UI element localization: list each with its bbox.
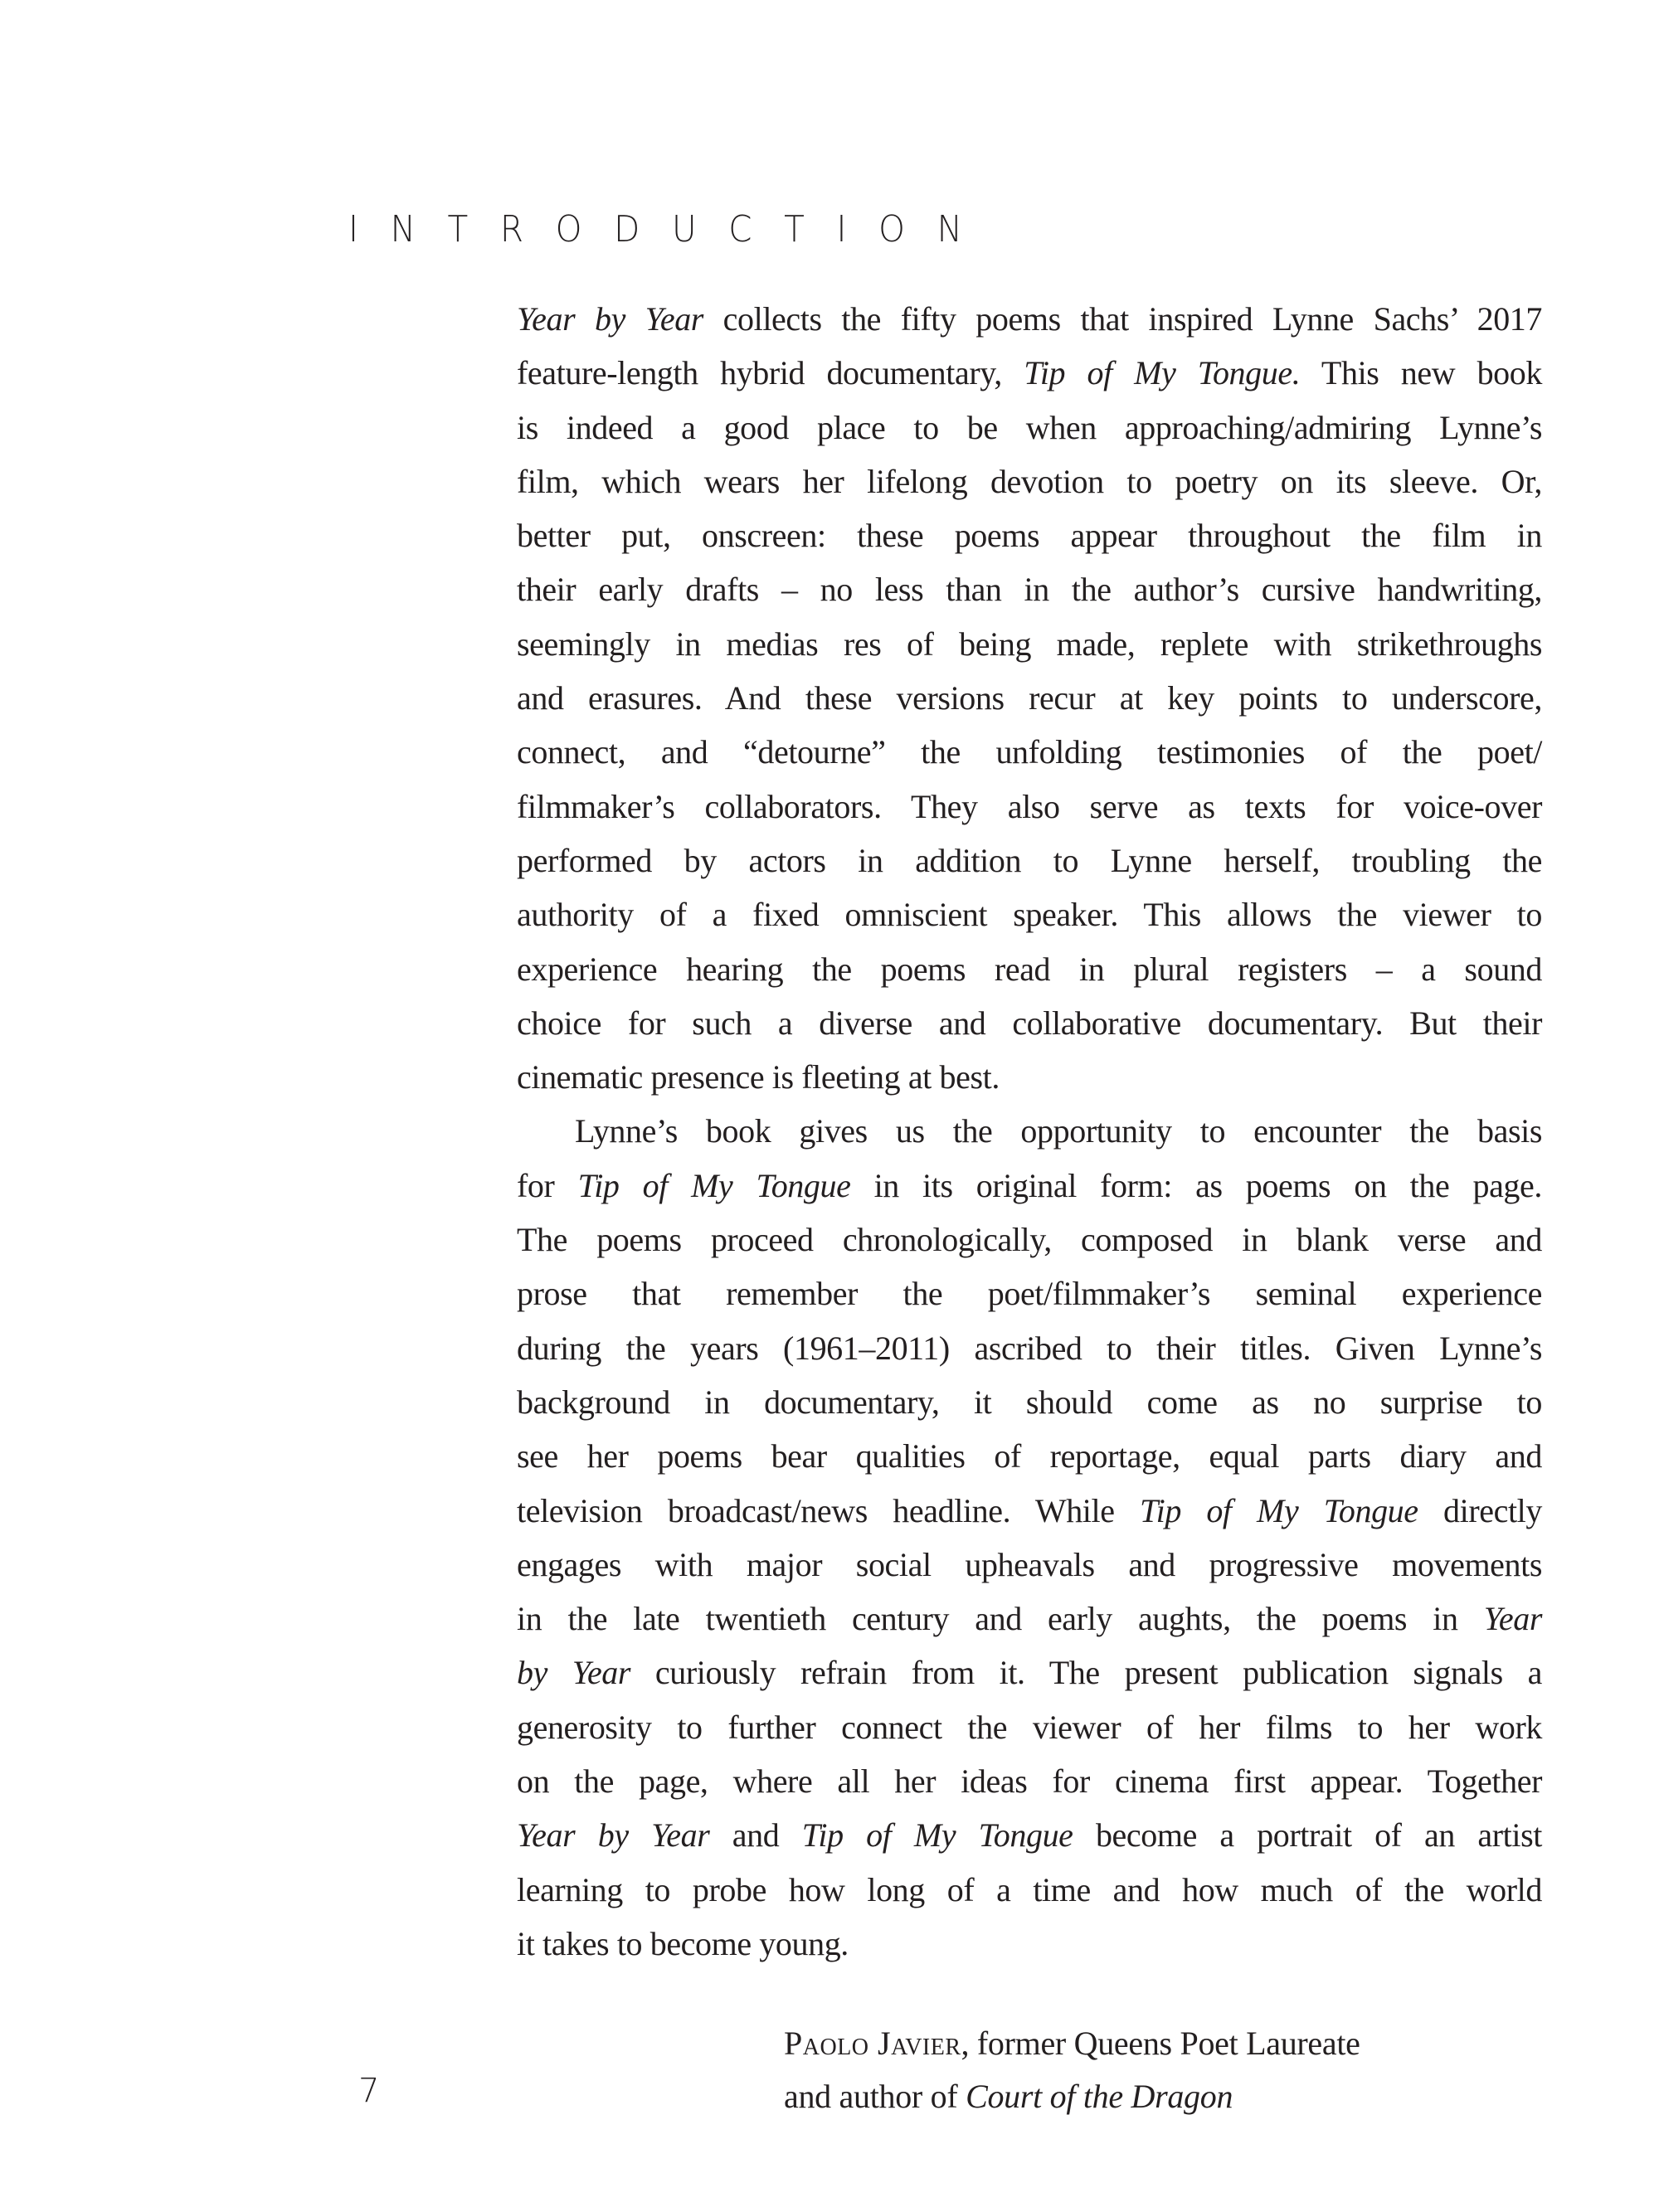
text-line [517,292,1542,346]
text-run: choice for such a diverse and collaborative documentary. But their [517,1004,1542,1042]
italic-title: Year [1483,1600,1542,1638]
text-run: generosity to further connect the viewer of her films to her work [517,1708,1542,1746]
text-line [517,1917,1542,1971]
text-line [517,1538,1542,1592]
text-line [517,1266,1542,1320]
text-run: for [517,1166,578,1204]
text-line [517,1592,1542,1646]
text-line [517,1050,1542,1104]
text-line [517,1429,1542,1483]
text-line [517,887,1542,941]
text-line [517,1159,1542,1213]
text-run: This new book [1300,354,1542,392]
chapter-heading: INTRODUCTION [348,208,995,250]
italic-title: Tip of My Tongue [801,1816,1073,1855]
text-run: directly [1418,1491,1542,1529]
text-line [517,1808,1542,1862]
attribution-line-2 [784,2070,1360,2123]
text-run: in the late twentieth century and early aughts, the poems in [517,1600,1484,1638]
italic-title: by Year [517,1654,631,1692]
text-run: cinematic presence is fleeting at best. [517,1058,1000,1096]
text-run: it takes to become young. [517,1924,849,1962]
text-run: television broadcast/news headline. While [517,1491,1140,1529]
text-run: become a portrait of an artist [1073,1816,1542,1855]
italic-title: Tip of My Tongue [1139,1491,1418,1529]
text-run: prose that remember the poet/filmmaker’s seminal experience [517,1275,1542,1313]
text-run: is indeed a good place to be when approaching/admiring Lynne’s [517,408,1542,446]
italic-title: Tip of My Tongue [577,1166,851,1204]
attribution [784,2017,1360,2123]
text-run: see her poems bear qualities of reportage, equal parts diary and [517,1437,1542,1475]
text-run: and [709,1816,802,1855]
text-line [517,780,1542,834]
text-run: during the years (1961–2011) ascribed to their titles. Given Lynne’s [517,1329,1542,1367]
text-line [517,562,1542,616]
text-run: performed by actors in addition to Lynne herself, troubling the [517,841,1542,879]
italic-title: Year by Year [517,300,703,338]
text-run: authority of a fixed omniscient speaker. This allows the viewer to [517,896,1542,934]
text-run: experience hearing the poems read in plural registers – a sound [517,950,1542,988]
italic-title: Tip of My Tongue. [1024,354,1301,392]
text-run: connect, and “detourne” the unfolding testimonies of the poet/ [517,733,1542,771]
text-run: their early drafts – no less than in the author’s cursive handwriting, [517,571,1542,609]
author-of-prefix: and author of [784,2078,966,2115]
text-line [517,1700,1542,1754]
text-line [517,455,1542,508]
text-line [517,1863,1542,1917]
text-line [517,942,1542,996]
text-run: collects the fifty poems that inspired Lynne Sachs’ 2017 [703,300,1542,338]
text-line [517,617,1542,671]
text-line [517,1213,1542,1266]
text-run: and erasures. And these versions recur at key points to underscore, [517,679,1542,717]
text-run: The poems proceed chronologically, composed in blank verse and [517,1221,1542,1259]
text-line [517,1321,1542,1375]
introduction-body [517,292,1542,1971]
text-line [517,834,1542,887]
text-line [517,508,1542,562]
text-run: learning to probe how long of a time and how much of the world [517,1870,1542,1908]
author-name: Paolo Javier [784,2025,961,2062]
text-run: filmmaker’s collaborators. They also serve as texts for voice-over [517,787,1542,825]
italic-title: Year by Year [517,1816,710,1855]
paragraph [517,292,1542,1104]
text-run: curiously refrain from it. The present publication signals a [630,1654,1542,1692]
author-credential: , former Queens Poet Laureate [961,2025,1360,2062]
text-line [517,1375,1542,1429]
text-line [517,996,1542,1050]
text-run: film, which wears her lifelong devotion to poetry on its sleeve. Or, [517,462,1542,500]
text-line [517,671,1542,725]
text-line [517,1484,1542,1538]
text-run: background in documentary, it should come as no surprise to [517,1383,1542,1421]
text-run: Lynne’s book gives us the opportunity to encounter the basis [575,1112,1542,1150]
text-run: in its original form: as poems on the page. [850,1166,1542,1204]
text-line [517,1754,1542,1808]
text-line [517,725,1542,779]
text-run: seemingly in medias res of being made, replete with strikethroughs [517,625,1542,663]
text-run: engages with major social upheavals and progressive movements [517,1545,1542,1583]
author-book-title: Court of the Dragon [966,2078,1233,2115]
text-run: feature-length hybrid documentary, [517,354,1024,392]
paragraph [517,1104,1542,1971]
text-run: better put, onscreen: these poems appear throughout the film in [517,517,1542,555]
page-number: 7 [358,2072,380,2110]
text-line [517,346,1542,400]
text-run: on the page, where all her ideas for cinema first appear. Together [517,1762,1542,1801]
text-line [517,1104,1542,1158]
attribution-line-1 [784,2017,1360,2070]
text-line [517,401,1542,455]
text-line [517,1646,1542,1699]
